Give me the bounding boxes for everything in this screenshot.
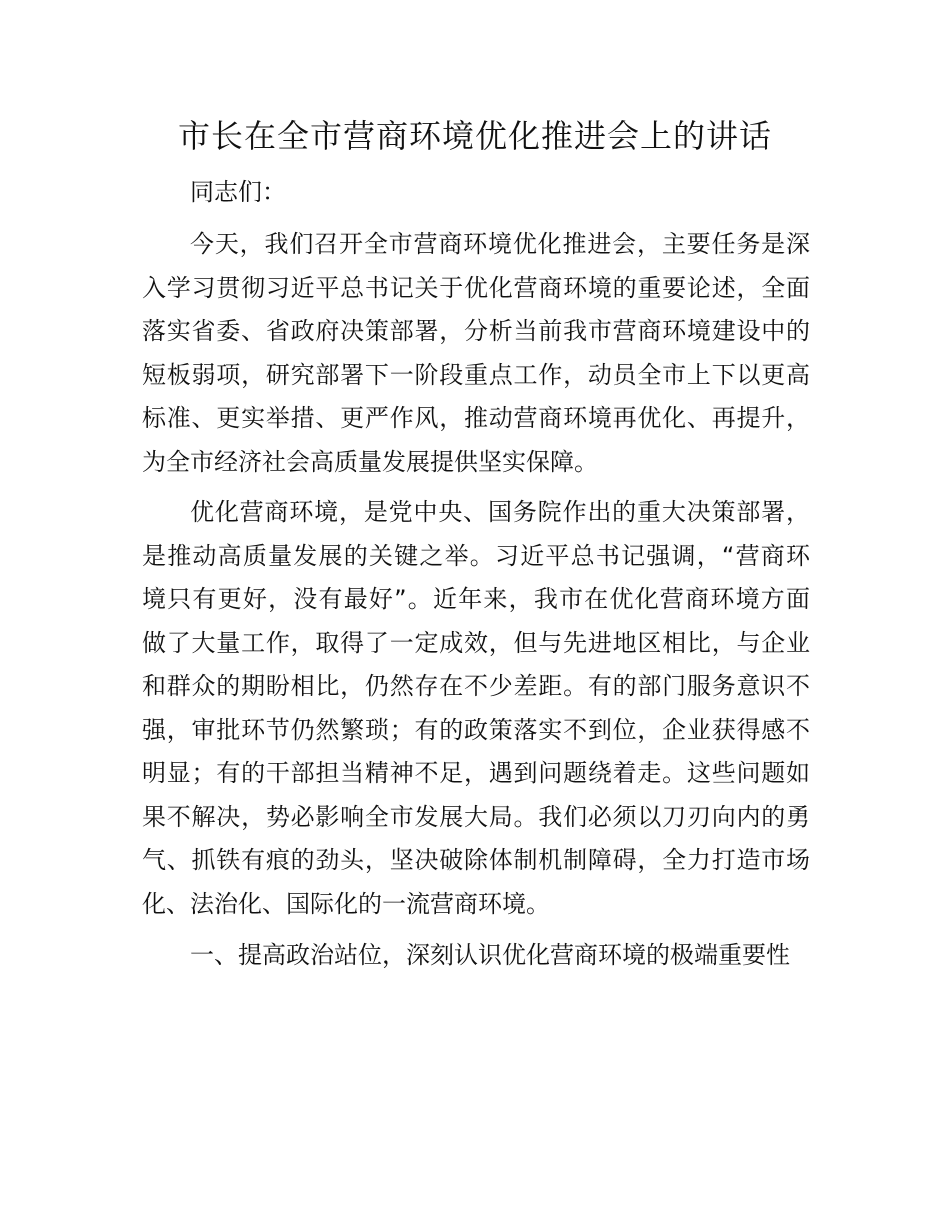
paragraph-line: 是推动高质量发展的关键之举。习近平总书记强调，“营商环 [142, 541, 810, 570]
document-title: 市长在全市营商环境优化推进会上的讲话 [177, 117, 772, 155]
paragraph-line: 落实省委、省政府决策部署，分析当前我市营商环境建设中的 [142, 317, 810, 345]
paragraph-line: 强，审批环节仍然繁琐；有的政策落实不到位，企业获得感不 [142, 715, 810, 744]
paragraph-line: 化、法治化、国际化的一流营商环境。 [142, 889, 550, 918]
paragraph-2 [142, 491, 810, 926]
paragraph-line: 明显；有的干部担当精神不足，遇到问题绕着走。这些问题如 [142, 759, 810, 787]
paragraph-line: 入学习贯彻习近平总书记关于优化营商环境的重要论述，全面 [142, 273, 810, 302]
paragraph-line: 气、抓铁有痕的劲头，坚决破除体制机制障碍，全力打造市场 [142, 846, 810, 874]
section-heading-1 [142, 934, 810, 978]
paragraph-1 [142, 223, 810, 484]
paragraph-line: 短板弱项，研究部署下一阶段重点工作，动员全市上下以更高 [142, 360, 810, 389]
paragraph-line: 优化营商环境，是党中央、国务院作出的重大决策部署， [190, 498, 810, 526]
paragraph-line: 做了大量工作，取得了一定成效，但与先进地区相比，与企业 [142, 628, 810, 657]
paragraph-line: 为全市经济社会高质量发展提供坚实保障。 [142, 447, 598, 476]
paragraph-line: 境只有更好，没有最好”。近年来，我市在优化营商环境方面 [142, 585, 810, 613]
section-heading-text: 一、提高政治站位，深刻认识优化营商环境的极端重要性 [190, 941, 790, 969]
paragraph-line: 果不解决，势必影响全市发展大局。我们必须以刀刃向内的勇 [142, 802, 810, 831]
paragraph-line: 和群众的期盼相比，仍然存在不少差距。有的部门服务意识不 [142, 672, 810, 700]
paragraph-line: 标准、更实举措、更严作风，推动营商环境再优化、再提升， [142, 404, 810, 432]
salutation: 同志们： [190, 178, 286, 206]
paragraph-line: 今天，我们召开全市营商环境优化推进会，主要任务是深 [190, 230, 810, 258]
